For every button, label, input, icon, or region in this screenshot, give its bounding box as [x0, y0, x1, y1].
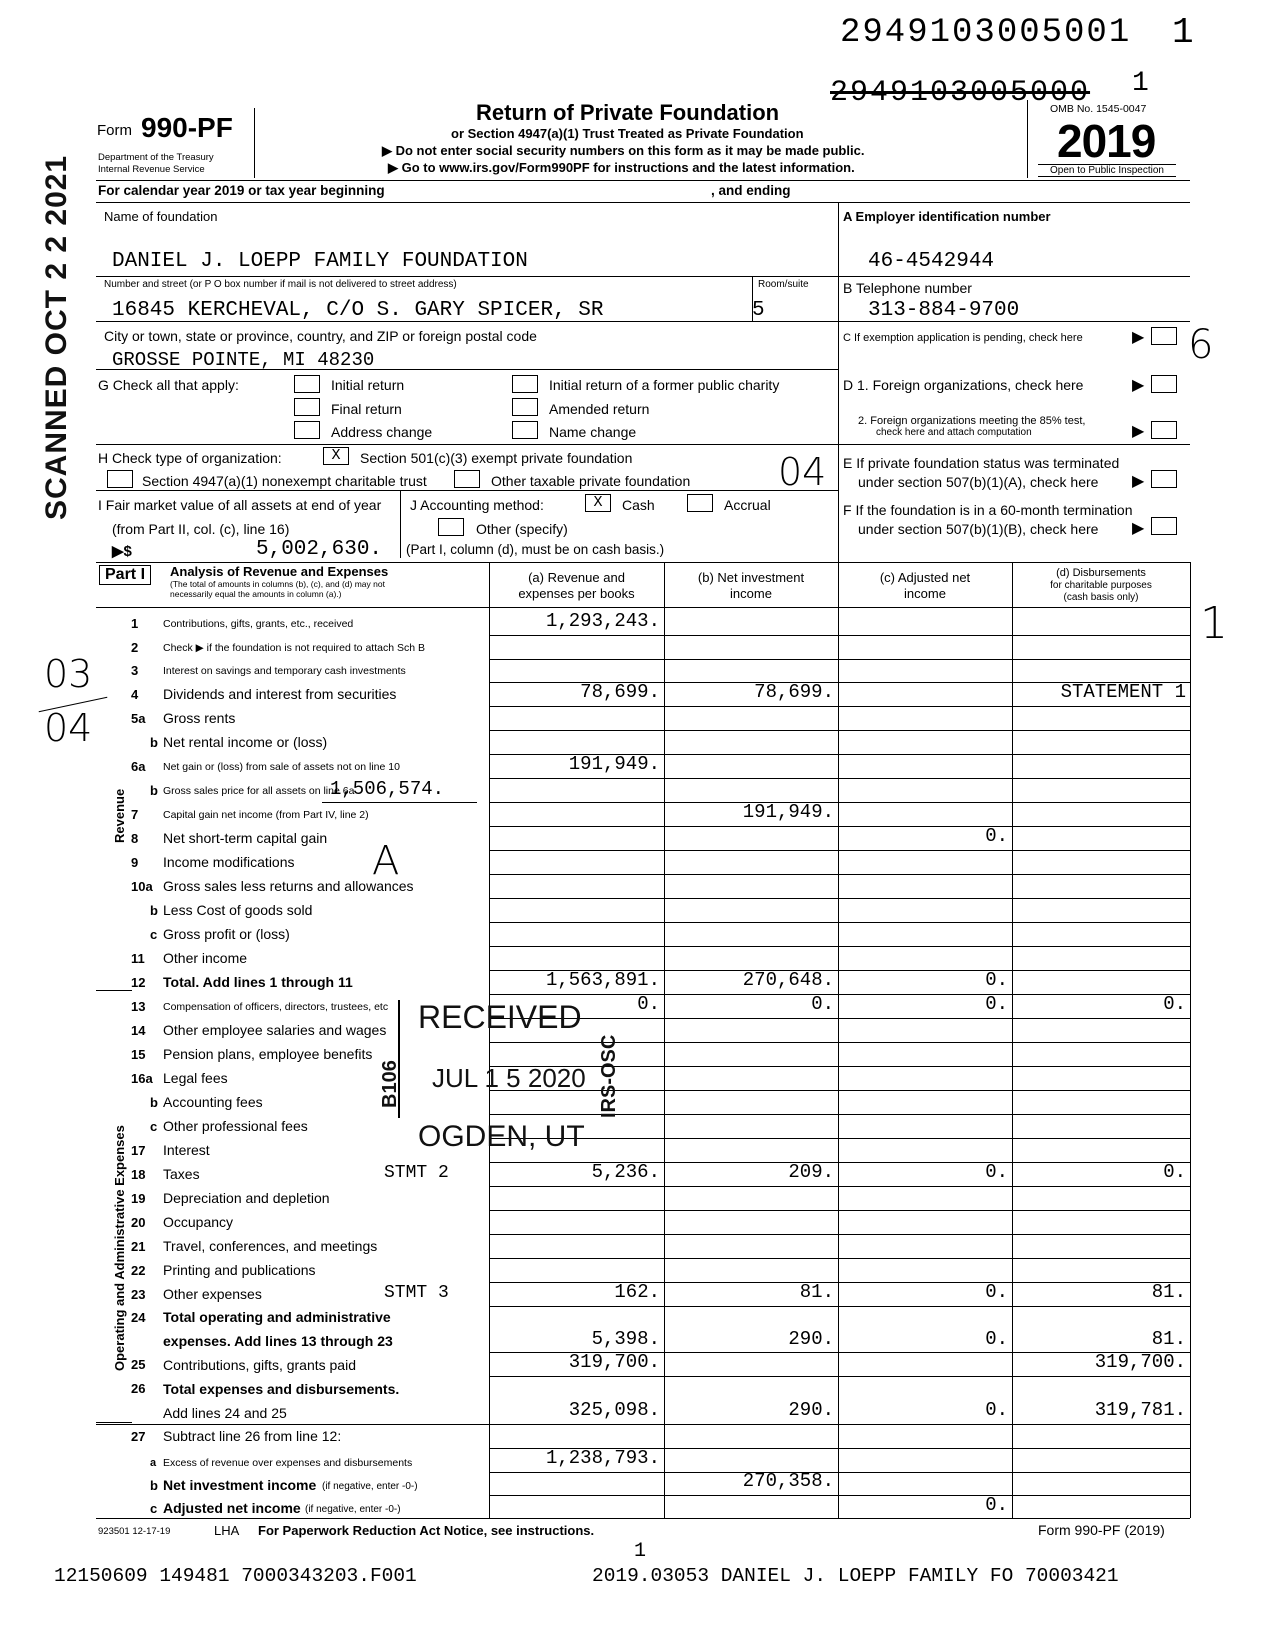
d1-checkbox[interactable] — [1151, 375, 1177, 393]
col-d-header-2: for charitable purposes — [1050, 580, 1152, 591]
row-number: 15 — [131, 1047, 146, 1062]
row-24-col-a: 5,398. — [591, 1328, 660, 1350]
row-col-b: 270,648. — [742, 969, 834, 991]
4947-checkbox[interactable] — [107, 470, 133, 488]
foundation-name-label: Name of foundation — [104, 209, 218, 224]
public-inspection: Open to Public Inspection — [1038, 164, 1176, 177]
row-number: 4 — [131, 687, 139, 702]
row-27b-col-b: 270,358. — [742, 1470, 834, 1492]
i-label-1: I Fair market value of all assets at end of year — [98, 497, 382, 513]
row-label: Contributions, gifts, grants, etc., received — [163, 618, 354, 630]
row-label: Less Cost of goods sold — [163, 902, 313, 918]
dln-number: 2949103005001 — [840, 14, 1132, 52]
phone-value: 313-884-9700 — [868, 299, 1020, 322]
header-divider-right — [1027, 100, 1028, 178]
col-c-header-2: income — [904, 586, 946, 601]
row-26-col-b: 290. — [788, 1399, 834, 1421]
row-rule — [489, 1186, 1190, 1187]
row-number: b — [150, 735, 158, 750]
bottom-right-code: 2019.03053 DANIEL J. LOEPP FAMILY FO 70003421 — [592, 1565, 1119, 1587]
row-label: Pension plans, employee benefits — [163, 1046, 373, 1062]
part1-desc-1: (The total of amounts in columns (b), (c), and (d) may not — [170, 579, 385, 589]
part1-desc-2: necessarily equal the amounts in column (a).) — [170, 589, 342, 599]
row-number: 17 — [131, 1143, 146, 1158]
info-column-divider — [838, 202, 839, 562]
c-exemption-label: C If exemption application is pending, check here — [843, 332, 1083, 344]
b106-stamp: B106 — [379, 1060, 401, 1108]
501c3-label: Section 501(c)(3) exempt private foundation — [360, 450, 633, 466]
form-title: Return of Private Foundation — [476, 100, 780, 125]
part1-title: Analysis of Revenue and Expenses — [170, 564, 389, 579]
row-col-d: 81. — [1151, 1281, 1186, 1303]
initial-return-label: Initial return — [331, 377, 405, 393]
col-a-header-1: (a) Revenue and — [528, 570, 625, 585]
row-25-col-d: 319,700. — [1094, 1351, 1186, 1373]
row-label: Net rental income or (loss) — [163, 734, 328, 750]
row-col-c: 0. — [985, 969, 1008, 991]
dept-irs: Internal Revenue Service — [98, 164, 205, 175]
row-rule — [489, 1258, 1190, 1259]
row-col-a: 1,293,243. — [545, 610, 660, 632]
paperwork-notice: For Paperwork Reduction Act Notice, see instructions. — [258, 1523, 595, 1538]
received-stamp-label: RECEIVED — [418, 999, 582, 1035]
other-taxable-label: Other taxable private foundation — [491, 473, 691, 489]
row-col-b: 81. — [799, 1281, 834, 1303]
row-label: Occupancy — [163, 1214, 234, 1230]
row-number: 20 — [131, 1215, 146, 1230]
row-25-label: Contributions, gifts, grants paid — [163, 1357, 356, 1373]
row-number: c — [150, 927, 158, 942]
col-b-header-1: (b) Net investment — [697, 570, 805, 585]
street-label: Number and street (or P O box number if mail is not delivered to street address) — [104, 279, 457, 290]
row-number: b — [150, 903, 158, 918]
row-rule — [489, 659, 1190, 660]
row-label: Travel, conferences, and meetings — [163, 1238, 378, 1254]
cash-checkbox[interactable]: X — [585, 494, 611, 512]
e2-label: under section 507(b)(1)(A), check here — [858, 474, 1099, 490]
row-number: 3 — [131, 663, 139, 678]
row-27c-col-c: 0. — [985, 1494, 1008, 1516]
foundation-name: DANIEL J. LOEPP FAMILY FOUNDATION — [112, 250, 528, 273]
row-col-d: 0. — [1163, 1161, 1186, 1183]
lha-label: LHA — [214, 1523, 240, 1538]
row-rule — [489, 1210, 1190, 1211]
row-rule — [489, 706, 1190, 707]
and-ending-label: , and ending — [711, 183, 791, 198]
handwritten-04: 04 — [778, 450, 827, 494]
h-label: H Check type of organization: — [98, 450, 282, 466]
row-col-a: 162. — [614, 1281, 660, 1303]
row-number: 2 — [131, 640, 139, 655]
f-checkbox[interactable] — [1151, 517, 1177, 535]
row-col-a: 0. — [637, 993, 660, 1015]
handwritten-1: 1 — [1200, 598, 1228, 649]
city-value: GROSSE POINTE, MI 48230 — [112, 349, 375, 371]
room-label: Room/suite — [758, 279, 809, 290]
row-label: Net gain or (loss) from sale of assets not on line 10 — [163, 761, 400, 773]
phone-label: B Telephone number — [843, 280, 972, 296]
row-rule — [489, 778, 1190, 779]
row-24-col-d: 81. — [1151, 1328, 1186, 1350]
row-label: Net short-term capital gain — [163, 830, 328, 846]
form-number: 990-PF — [141, 112, 233, 143]
e-arrow-icon: ▶ — [1132, 473, 1145, 490]
other-method-checkbox[interactable] — [438, 518, 464, 536]
amended-return-label: Amended return — [549, 401, 650, 417]
row-label: Gross rents — [163, 710, 236, 726]
row-rule — [489, 898, 1190, 899]
row-27a-rule — [489, 1472, 1190, 1473]
row-rule — [489, 1138, 1190, 1139]
room-value: 5 — [752, 299, 765, 322]
i-dollar-label: ▶$ — [112, 543, 132, 560]
d2-checkbox[interactable] — [1151, 421, 1177, 439]
dln-suffix: 1 — [1172, 12, 1194, 53]
e-checkbox[interactable] — [1151, 470, 1177, 488]
row-col-c: 0. — [985, 825, 1008, 847]
irs-osc-stamp: IRS-OSC — [598, 1034, 620, 1118]
row-label: Dividends and interest from securities — [163, 686, 397, 702]
d2-label-1: 2. Foreign organizations meeting the 85% test, — [858, 415, 1086, 427]
row-rule — [489, 1234, 1190, 1235]
row-number: 23 — [131, 1287, 146, 1302]
row-27a-label: Excess of revenue over expenses and disbursements — [163, 1457, 413, 1469]
footer-form-label: Form 990-PF (2019) — [1038, 1522, 1165, 1538]
page-number: 1 — [634, 1540, 647, 1563]
section-divider — [96, 990, 132, 991]
row-inline-amount: 1,506,574. — [330, 778, 445, 800]
handwritten-03: 03 — [44, 652, 93, 696]
row-26-label-1: Total expenses and disbursements. — [163, 1381, 400, 1397]
row-label: Other expenses — [163, 1286, 262, 1302]
part1-header-rule — [96, 607, 1190, 608]
row-col-a: 78,699. — [580, 681, 660, 703]
table-bottom-rule — [96, 1518, 1190, 1519]
row-26-rule — [96, 1424, 1190, 1425]
row-label: Other income — [163, 950, 248, 966]
name-bottom-rule — [96, 276, 1190, 277]
row-col-c: 0. — [985, 1161, 1008, 1183]
row-label: Gross sales price for all assets on line 6a — [163, 785, 355, 797]
struck-suffix: 1 — [1132, 68, 1149, 99]
bottom-left-code: 12150609 149481 7000343203.F001 — [54, 1565, 417, 1587]
row-27c-letter: c — [150, 1501, 158, 1516]
row-label: Legal fees — [163, 1070, 228, 1086]
row-col-c: 0. — [985, 993, 1008, 1015]
col-d-header-3: (cash basis only) — [1063, 592, 1139, 603]
row-statement-ref: STMT 3 — [384, 1283, 449, 1303]
row-col-a: 5,236. — [591, 1161, 660, 1183]
handwritten-6: 6 — [1188, 322, 1214, 368]
row-number: b — [150, 1095, 158, 1110]
row-26-label-2: Add lines 24 and 25 — [163, 1405, 287, 1421]
col-a-header-2: expenses per books — [518, 586, 635, 601]
initial-former-label: Initial return of a former public charity — [549, 377, 780, 393]
col-b-header-2: income — [730, 586, 772, 601]
row-label: Accounting fees — [163, 1094, 263, 1110]
ogden-stamp: OGDEN, UT — [418, 1120, 585, 1153]
name-change-checkbox[interactable] — [512, 421, 538, 439]
c-arrow-icon: ▶ — [1132, 329, 1145, 346]
d1-arrow-icon: ▶ — [1132, 377, 1145, 394]
struck-dln: 2949103005000 — [830, 76, 1091, 110]
calendar-rule — [96, 202, 1190, 203]
d2-label-2: check here and attach computation — [876, 427, 1032, 438]
row-number: 11 — [131, 951, 145, 966]
row-rule — [489, 730, 1190, 731]
row-col-d: STATEMENT 1 — [1060, 681, 1186, 703]
row-label: Capital gain net income (from Part IV, line 2) — [163, 809, 369, 821]
row-27-number: 27 — [131, 1429, 146, 1444]
initial-former-checkbox[interactable] — [512, 375, 538, 393]
d1-label: D 1. Foreign organizations, check here — [843, 377, 1084, 393]
row-number: 13 — [131, 999, 146, 1014]
final-return-checkbox[interactable] — [294, 398, 320, 416]
c-exemption-checkbox[interactable] — [1151, 327, 1177, 345]
address-change-checkbox[interactable] — [294, 421, 320, 439]
row-26-number: 26 — [131, 1381, 146, 1396]
row-27c-label: Adjusted net income — [163, 1500, 301, 1516]
city-bottom-rule — [96, 369, 838, 370]
row-27c-note: (if negative, enter -0-) — [305, 1504, 401, 1515]
row-label: Other professional fees — [163, 1118, 308, 1134]
row-label: Compensation of officers, directors, trustees, etc — [163, 1001, 389, 1013]
row-number: 19 — [131, 1191, 146, 1206]
row-label: Interest on savings and temporary cash investments — [163, 665, 406, 677]
other-method-label: Other (specify) — [476, 521, 568, 537]
j-label: J Accounting method: — [410, 497, 544, 513]
row-27-label: Subtract line 26 from line 12: — [163, 1428, 342, 1444]
row-27a-col-a: 1,238,793. — [545, 1447, 660, 1469]
street-value: 16845 KERCHEVAL, C/O S. GARY SPICER, SR — [112, 299, 604, 322]
revenue-section-label: Revenue — [112, 788, 127, 843]
4947-label: Section 4947(a)(1) nonexempt charitable trust — [142, 473, 427, 489]
notice-ssn: ▶ Do not enter social security numbers on this form as it may be made public. — [382, 143, 865, 158]
address-change-label: Address change — [331, 424, 433, 440]
amended-return-checkbox[interactable] — [512, 398, 538, 416]
handwritten-a: A — [372, 838, 400, 884]
row-number: c — [150, 1119, 158, 1134]
g-bottom-rule — [96, 444, 1190, 445]
header-divider-left — [254, 108, 255, 178]
row-25-number: 25 — [131, 1357, 146, 1372]
col-d-right — [1190, 562, 1191, 1518]
part-i-cash-note: (Part I, column (d), must be on cash basis.) — [406, 542, 665, 557]
row-label: Printing and publications — [163, 1262, 316, 1278]
ein-value: 46-4542944 — [868, 250, 995, 273]
ein-label: A Employer identification number — [843, 209, 1051, 224]
501c3-checkbox[interactable]: X — [323, 447, 349, 465]
row-rule — [489, 922, 1190, 923]
row-number: b — [150, 783, 158, 798]
notice-website: ▶ Go to www.irs.gov/Form990PF for instructions and the latest information. — [388, 160, 855, 175]
row-number: 10a — [131, 879, 153, 894]
row-col-c: 0. — [985, 1281, 1008, 1303]
initial-return-checkbox[interactable] — [294, 375, 320, 393]
row-col-b: 191,949. — [742, 801, 834, 823]
received-stamp-date: JUL 1 5 2020 — [432, 1063, 586, 1093]
city-label: City or town, state or province, country, and ZIP or foreign postal code — [104, 328, 537, 344]
omb-number: OMB No. 1545-0047 — [1050, 103, 1147, 115]
row-24-number: 24 — [131, 1310, 146, 1325]
row-number: 6a — [131, 759, 146, 774]
g-label: G Check all that apply: — [98, 377, 239, 393]
row-number: 7 — [131, 807, 139, 822]
row-25-col-a: 319,700. — [568, 1351, 660, 1373]
row-col-b: 78,699. — [754, 681, 834, 703]
row-number: 5a — [131, 711, 146, 726]
row-number: 16a — [131, 1071, 153, 1086]
row-27b-note: (if negative, enter -0-) — [322, 1481, 418, 1492]
row-24-label-1: Total operating and administrative — [163, 1309, 391, 1325]
e1-label: E If private foundation status was terminated — [843, 455, 1120, 471]
row-rule — [489, 850, 1190, 851]
row-rule — [489, 874, 1190, 875]
part1-tag: Part I — [99, 565, 151, 585]
row-rule — [489, 1306, 1190, 1307]
row-label: Gross profit or (loss) — [163, 926, 290, 942]
fmv-value: 5,002,630. — [256, 538, 383, 561]
accrual-checkbox[interactable] — [687, 494, 713, 512]
col-c-header-1: (c) Adjusted net — [879, 570, 971, 585]
form-label: Form — [97, 122, 132, 139]
row-label: Total. Add lines 1 through 11 — [163, 974, 353, 990]
row-26-col-d: 319,781. — [1094, 1399, 1186, 1421]
row-number: 9 — [131, 855, 139, 870]
row-label: Check ▶ if the foundation is not required to attach Sch B — [163, 642, 425, 654]
row-27a-letter: a — [150, 1457, 157, 1469]
row-27b-label: Net investment income — [163, 1477, 317, 1493]
row-26-col-c: 0. — [985, 1399, 1008, 1421]
accrual-label: Accrual — [724, 497, 771, 513]
row-rule — [489, 635, 1190, 636]
row-number: 21 — [131, 1239, 146, 1254]
form-subtitle: or Section 4947(a)(1) Trust Treated as Private Foundation — [451, 126, 804, 141]
row-27b-letter: b — [150, 1478, 158, 1493]
row-label: Taxes — [163, 1166, 200, 1182]
row-label: Depreciation and depletion — [163, 1190, 330, 1206]
row-rule — [489, 802, 1190, 803]
cash-label: Cash — [622, 497, 655, 513]
other-taxable-checkbox[interactable] — [454, 470, 480, 488]
part1-top-rule — [96, 562, 1190, 563]
row-number: 18 — [131, 1167, 146, 1182]
row-number: 1 — [131, 616, 139, 631]
row-24-label-2: expenses. Add lines 13 through 23 — [163, 1333, 393, 1349]
row-number: 14 — [131, 1023, 146, 1038]
row-24-col-c: 0. — [985, 1328, 1008, 1350]
calendar-year-label: For calendar year 2019 or tax year beginning — [98, 183, 385, 198]
handwritten-04b: 04 — [44, 706, 93, 750]
row-24-col-b: 290. — [788, 1328, 834, 1350]
row-col-d: 0. — [1163, 993, 1186, 1015]
row-col-b: 0. — [811, 993, 834, 1015]
scanned-stamp: SCANNED OCT 2 2 2021 — [40, 154, 73, 520]
row-number: 8 — [131, 831, 139, 846]
expenses-section-label: Operating and Administrative Expenses — [112, 1125, 127, 1371]
tax-year: 2019 — [1057, 115, 1156, 167]
d2-arrow-icon: ▶ — [1132, 423, 1145, 440]
row-26-col-a: 325,098. — [568, 1399, 660, 1421]
dept-treasury: Department of the Treasury — [98, 152, 214, 163]
row-label: Income modifications — [163, 854, 295, 870]
col-d-header-1: (d) Disbursements — [1056, 567, 1146, 579]
row-rule — [489, 946, 1190, 947]
row-statement-ref: STMT 2 — [384, 1163, 449, 1183]
street-bottom-rule — [96, 321, 1190, 322]
section-divider-2 — [96, 1422, 132, 1423]
row-number: 22 — [131, 1263, 146, 1278]
f1-label: F If the foundation is in a 60-month termination — [843, 502, 1133, 518]
row-col-a: 1,563,891. — [545, 969, 660, 991]
row-label: Interest — [163, 1142, 210, 1158]
row-inline-rule — [322, 802, 477, 803]
row-col-a: 191,949. — [568, 753, 660, 775]
final-return-label: Final return — [331, 401, 402, 417]
h-bottom-rule — [96, 490, 838, 491]
row-label: Other employee salaries and wages — [163, 1022, 387, 1038]
row-col-b: 209. — [788, 1161, 834, 1183]
row-label: Gross sales less returns and allowances — [163, 878, 414, 894]
form-code: 923501 12-17-19 — [98, 1526, 171, 1537]
row-25-rule — [489, 1376, 1190, 1377]
header-bottom-rule — [96, 180, 1190, 181]
row-number: 12 — [131, 975, 146, 990]
ij-divider — [400, 490, 401, 558]
i-label-2: (from Part II, col. (c), line 16) — [112, 521, 290, 537]
name-change-label: Name change — [549, 424, 637, 440]
f-arrow-icon: ▶ — [1132, 520, 1145, 537]
f2-label: under section 507(b)(1)(B), check here — [858, 521, 1099, 537]
